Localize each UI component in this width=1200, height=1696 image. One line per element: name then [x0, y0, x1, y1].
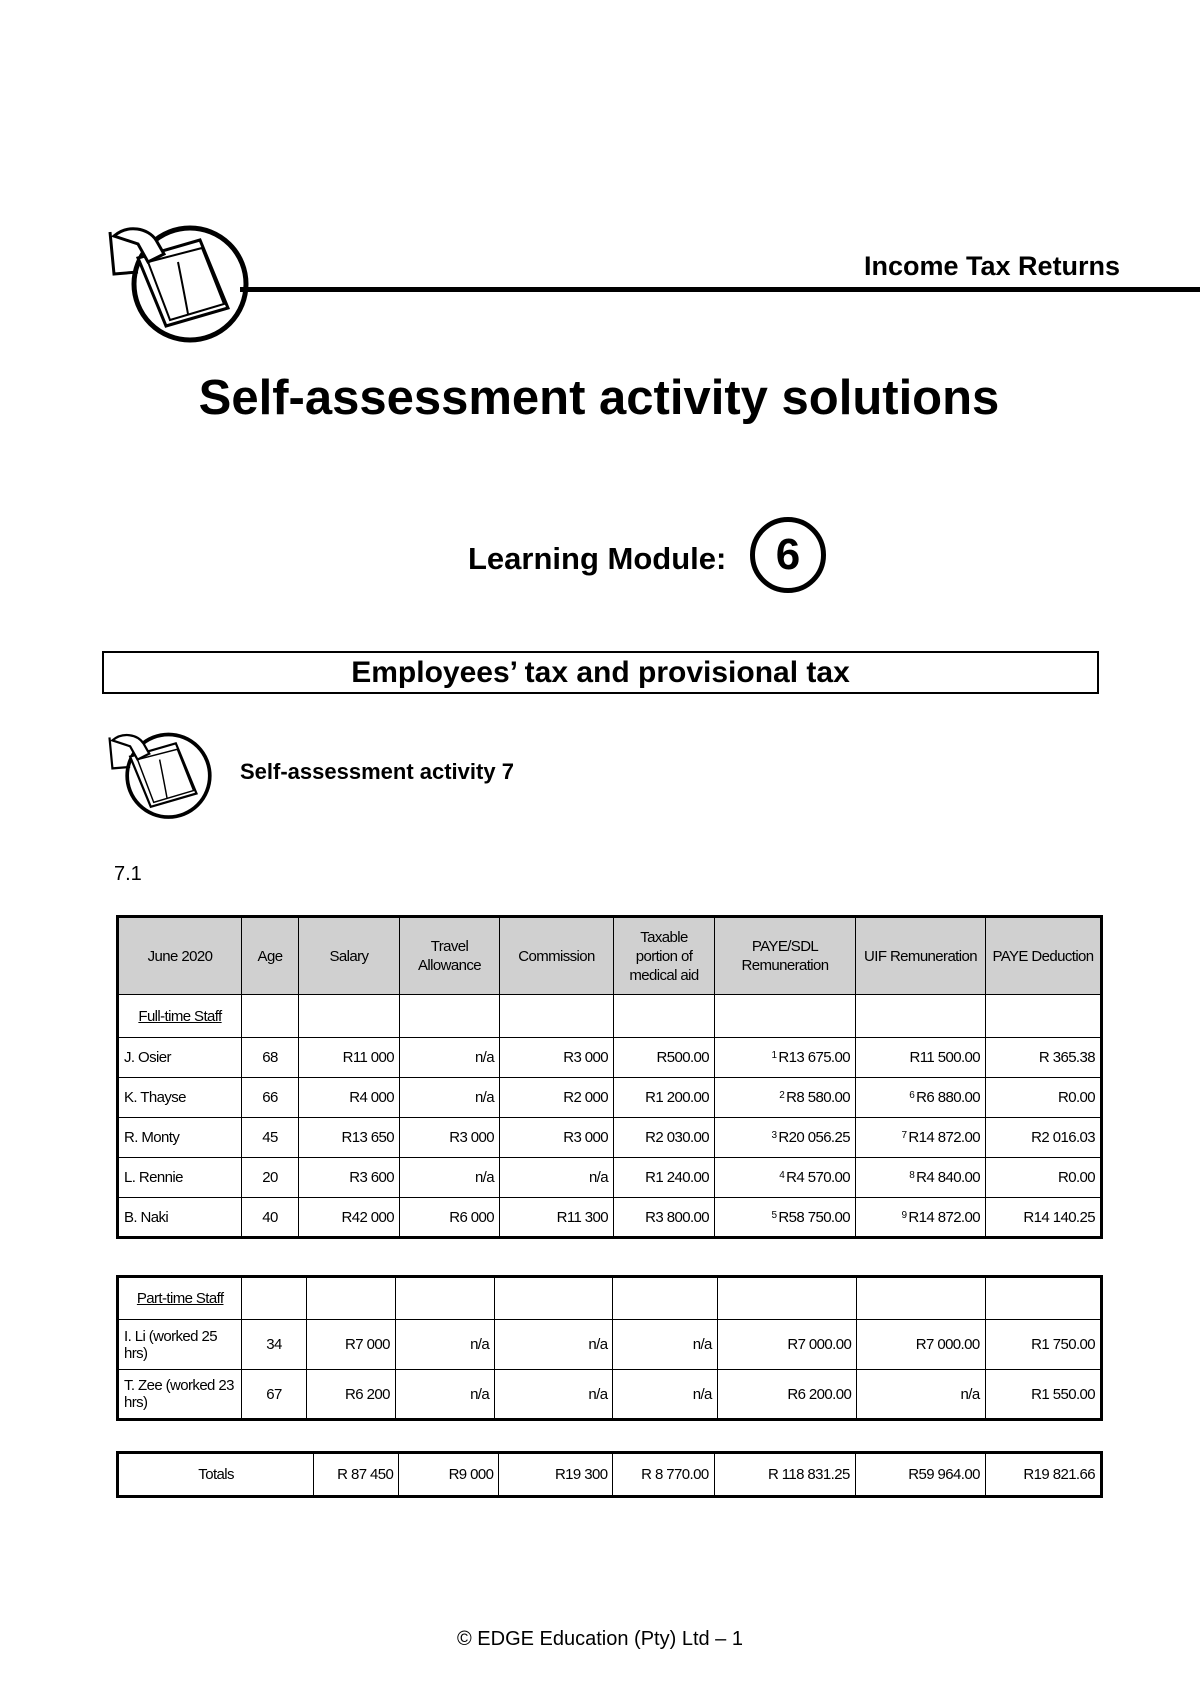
salary: R7 000	[306, 1320, 395, 1370]
uif-remuneration	[856, 1078, 986, 1118]
module-number-badge: 6	[750, 517, 826, 593]
age: 66	[242, 1078, 299, 1118]
header-rule	[240, 287, 1200, 292]
paye-deduction: R1 550.00	[985, 1370, 1101, 1420]
paye-remuneration	[715, 1038, 856, 1078]
commission: n/a	[495, 1370, 613, 1420]
employee-name: L. Rennie	[118, 1158, 242, 1198]
commission: R2 000	[500, 1078, 614, 1118]
table-row	[118, 1078, 1102, 1118]
totals-table	[116, 1451, 1103, 1498]
parttime-label: Part-time Staff	[136, 1290, 224, 1307]
salary: R3 600	[299, 1158, 400, 1198]
paye-remuneration: R6 200.00	[717, 1370, 856, 1420]
footnote-marker: 4	[779, 1170, 785, 1181]
uif-remuneration	[856, 1158, 986, 1198]
travel-allowance: n/a	[400, 1158, 500, 1198]
commission: n/a	[500, 1158, 614, 1198]
paye-remuneration: R7 000.00	[717, 1320, 856, 1370]
uif-remuneration-value: R14 872.00	[908, 1208, 980, 1226]
employee-name: K. Thayse	[118, 1078, 242, 1118]
totals-row	[118, 1453, 1102, 1497]
uif-remuneration: R11 500.00	[856, 1038, 986, 1078]
uif-remuneration: R7 000.00	[857, 1320, 985, 1370]
medical-aid: R1 240.00	[614, 1158, 715, 1198]
header-title: Income Tax Returns	[864, 251, 1121, 281]
totals-label: Totals	[118, 1453, 314, 1497]
paye-remuneration-value: R58 750.00	[778, 1208, 850, 1226]
commission: R11 300	[500, 1198, 614, 1238]
uif-remuneration: n/a	[857, 1370, 985, 1420]
section-number: 7.1	[114, 863, 142, 885]
column-header: Salary	[299, 917, 400, 995]
column-header: Taxable portion of medical aid	[614, 917, 715, 995]
topic-heading: Employees’ tax and provisional tax	[102, 651, 1099, 694]
paye-remuneration	[715, 1158, 856, 1198]
salary: R13 650	[299, 1118, 400, 1158]
column-header: Travel Allowance	[400, 917, 500, 995]
salary: R4 000	[299, 1078, 400, 1118]
totals-uif-remuneration: R59 964.00	[855, 1453, 985, 1497]
paye-deduction: R 365.38	[986, 1038, 1102, 1078]
column-header: Age	[242, 917, 299, 995]
travel-allowance: R6 000	[400, 1198, 500, 1238]
footnote-marker: 2	[779, 1090, 785, 1101]
table-row	[118, 1038, 1102, 1078]
medical-aid: R1 200.00	[614, 1078, 715, 1118]
paye-remuneration-value: R20 056.25	[778, 1129, 850, 1146]
paye-deduction: R2 016.03	[986, 1118, 1102, 1158]
column-header: PAYE/SDL Remuneration	[715, 917, 856, 995]
age: 67	[242, 1370, 306, 1420]
parttime-table	[116, 1275, 1103, 1421]
uif-remuneration-value: R6 880.00	[916, 1089, 980, 1106]
paye-remuneration	[715, 1118, 856, 1158]
footnote-marker: 8	[909, 1170, 915, 1181]
totals-travel: R9 000	[399, 1453, 499, 1497]
fulltime-table	[116, 915, 1103, 1239]
age: 34	[242, 1320, 306, 1370]
travel-allowance: n/a	[395, 1370, 494, 1420]
totals-salary: R 87 450	[314, 1453, 399, 1497]
table-row	[118, 1158, 1102, 1198]
salary: R6 200	[306, 1370, 395, 1420]
medical-aid: R500.00	[614, 1038, 715, 1078]
activity-label: Self-assessment activity 7	[240, 759, 514, 784]
employee-name: R. Monty	[118, 1118, 242, 1158]
paye-deduction: R0.00	[986, 1078, 1102, 1118]
medical-aid: R2 030.00	[614, 1118, 715, 1158]
page-footer: © EDGE Education (Pty) Ltd – 1	[457, 1628, 743, 1650]
commission: n/a	[495, 1320, 613, 1370]
salary: R11 000	[299, 1038, 400, 1078]
employee-name: B. Naki	[118, 1198, 242, 1238]
travel-allowance: n/a	[400, 1078, 500, 1118]
paye-remuneration	[715, 1198, 856, 1238]
fulltime-label: Full-time Staff	[138, 1007, 222, 1025]
salary: R42 000	[299, 1198, 400, 1238]
paye-deduction: R14 140.25	[986, 1198, 1102, 1238]
page-title-text: Self-assessment activity solutions	[198, 371, 1000, 425]
table-row	[118, 1370, 1102, 1420]
employee-name: I. Li (worked 25 hrs)	[118, 1320, 242, 1370]
table-row	[118, 1198, 1102, 1238]
totals-paye-deduction: R19 821.66	[985, 1453, 1101, 1497]
uif-remuneration	[856, 1198, 986, 1238]
paye-deduction: R0.00	[986, 1158, 1102, 1198]
uif-remuneration-value: R4 840.00	[916, 1169, 980, 1186]
totals-medical: R 8 770.00	[613, 1453, 714, 1497]
footnote-marker: 9	[901, 1209, 907, 1221]
footnote-marker: 1	[771, 1050, 777, 1061]
footnote-marker: 5	[771, 1209, 777, 1221]
column-header: UIF Remuneration	[856, 917, 986, 995]
footnote-marker: 7	[901, 1130, 907, 1141]
footnote-marker: 6	[909, 1090, 915, 1101]
table-row	[118, 1320, 1102, 1370]
travel-allowance: n/a	[395, 1320, 494, 1370]
employee-name: J. Osier	[118, 1038, 242, 1078]
totals-paye-remuneration: R 118 831.25	[714, 1453, 855, 1497]
column-header: PAYE Deduction	[986, 917, 1102, 995]
medical-aid: R3 800.00	[614, 1198, 715, 1238]
uif-remuneration-value: R14 872.00	[908, 1129, 980, 1146]
footnote-marker: 3	[771, 1130, 777, 1141]
age: 68	[242, 1038, 299, 1078]
table-row	[118, 1277, 1102, 1320]
employee-name: T. Zee (worked 23 hrs)	[118, 1370, 242, 1420]
medical-aid: n/a	[613, 1320, 717, 1370]
paye-remuneration-value: R8 580.00	[786, 1089, 850, 1106]
table-row	[118, 1118, 1102, 1158]
uif-remuneration	[856, 1118, 986, 1158]
table-header-row	[118, 917, 1102, 995]
totals-commission: R19 300	[499, 1453, 613, 1497]
travel-allowance: n/a	[400, 1038, 500, 1078]
paye-remuneration-value: R13 675.00	[778, 1049, 850, 1066]
paye-deduction: R1 750.00	[985, 1320, 1101, 1370]
age: 20	[242, 1158, 299, 1198]
commission: R3 000	[500, 1118, 614, 1158]
medical-aid: n/a	[613, 1370, 717, 1420]
age: 45	[242, 1118, 299, 1158]
column-header: June 2020	[118, 917, 242, 995]
commission: R3 000	[500, 1038, 614, 1078]
module-label: Learning Module:	[468, 541, 727, 576]
table-row	[118, 995, 1102, 1038]
book-hand-icon	[108, 728, 226, 828]
paye-remuneration-value: R4 570.00	[786, 1169, 850, 1186]
paye-remuneration	[715, 1078, 856, 1118]
travel-allowance: R3 000	[400, 1118, 500, 1158]
column-header: Commission	[500, 917, 614, 995]
age: 40	[242, 1198, 299, 1238]
page-title	[0, 370, 1200, 426]
